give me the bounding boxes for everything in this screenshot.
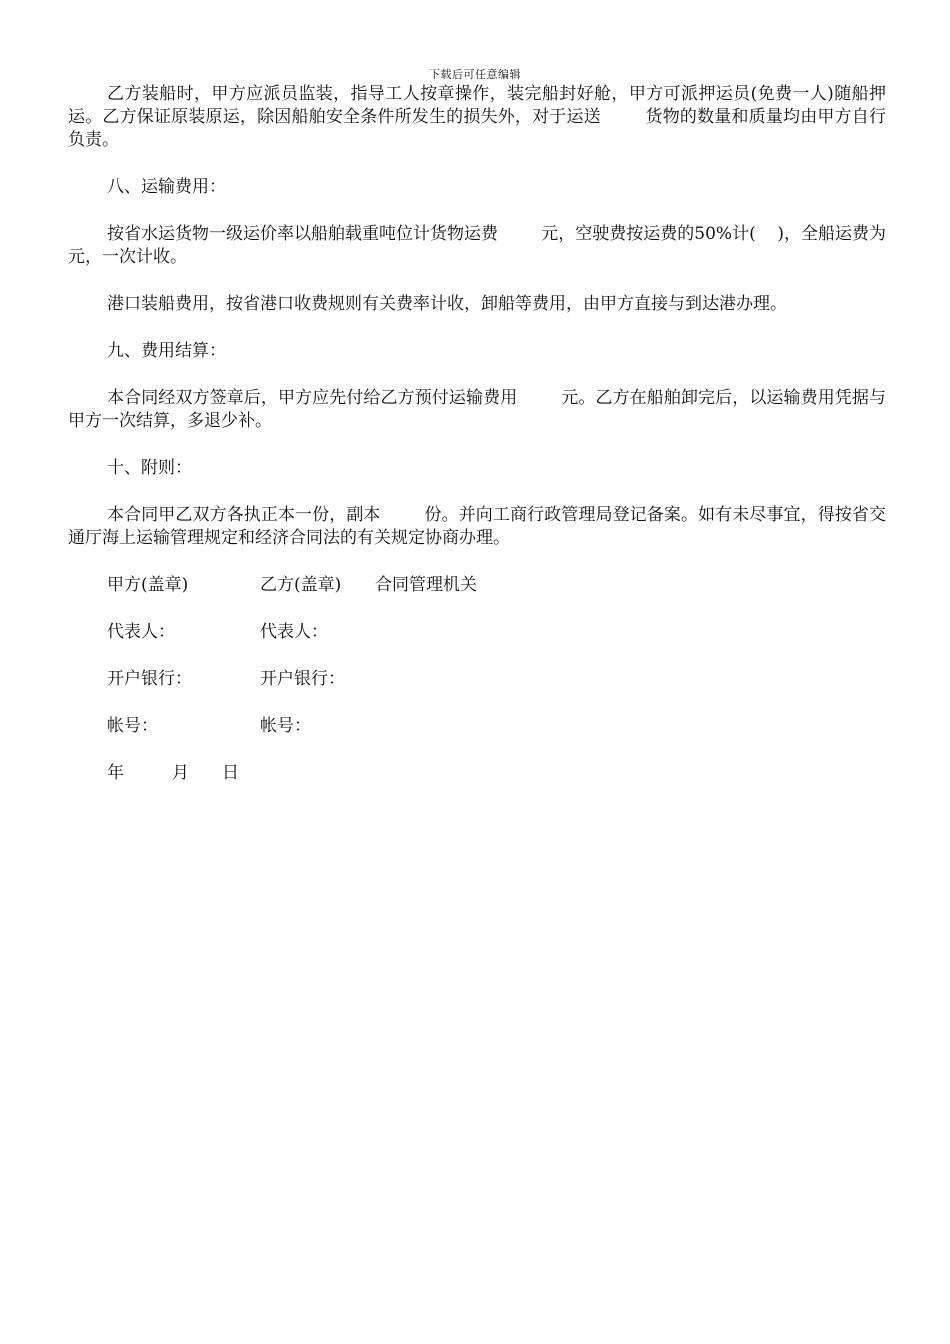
date-month: 月 xyxy=(172,763,189,783)
port-fees-paragraph: 港口装船费用，按省港口收费规则有关费率计收，卸船等费用，由甲方直接与到达港办理。 xyxy=(107,294,787,314)
bank-row xyxy=(107,668,886,691)
account-row xyxy=(107,715,886,738)
party-b-bank: 开户银行： xyxy=(260,669,345,689)
section-8-title: 八、运输费用： xyxy=(107,177,226,197)
contract-authority: 合同管理机关 xyxy=(375,575,477,595)
freight-paragraph: 按省水运货物一级运价率以船舶载重吨位计货物运费 元，空驶费按运费的50%计( )，全船运费为 元，一次计收。 xyxy=(68,224,930,267)
party-b-representative: 代表人： xyxy=(260,622,328,642)
party-a-bank: 开户银行： xyxy=(107,669,192,689)
party-a-seal: 甲方(盖章) xyxy=(107,575,189,595)
settlement-paragraph: 本合同经双方签章后，甲方应先付给乙方预付运输费用 元。乙方在船舶卸完后，以运输费用凭据与甲方一次结算，多退少补。 xyxy=(68,388,886,431)
signature-parties-row xyxy=(107,574,886,597)
date-row xyxy=(107,762,886,785)
party-a-account: 帐号： xyxy=(107,716,158,736)
section-10-title: 十、附则： xyxy=(107,458,192,478)
section-9-title: 九、费用结算： xyxy=(107,341,226,361)
party-b-seal: 乙方(盖章) xyxy=(260,575,342,595)
representative-row xyxy=(107,621,886,644)
party-b-account: 帐号： xyxy=(260,716,311,736)
date-day: 日 xyxy=(222,763,239,783)
date-year: 年 xyxy=(107,763,124,783)
supplementary-paragraph: 本合同甲乙双方各执正本一份，副本 份。并向工商行政管理局登记备案。如有未尽事宜，得按省交通厅海上运输管理规定和经济合同法的有关规定协商办理。 xyxy=(68,505,886,548)
loading-paragraph: 乙方装船时，甲方应派员监装，指导工人按章操作，装完船封好舱，甲方可派押运员(免费一人)随船押运。乙方保证原装原运，除因船舶安全条件所发生的损失外，对于运送 货物的数量和质量均由甲方自行负责。 xyxy=(68,84,886,150)
contract-body xyxy=(68,83,930,785)
header-note: 下载后可任意编辑 xyxy=(429,68,521,81)
party-a-representative: 代表人： xyxy=(107,622,175,642)
